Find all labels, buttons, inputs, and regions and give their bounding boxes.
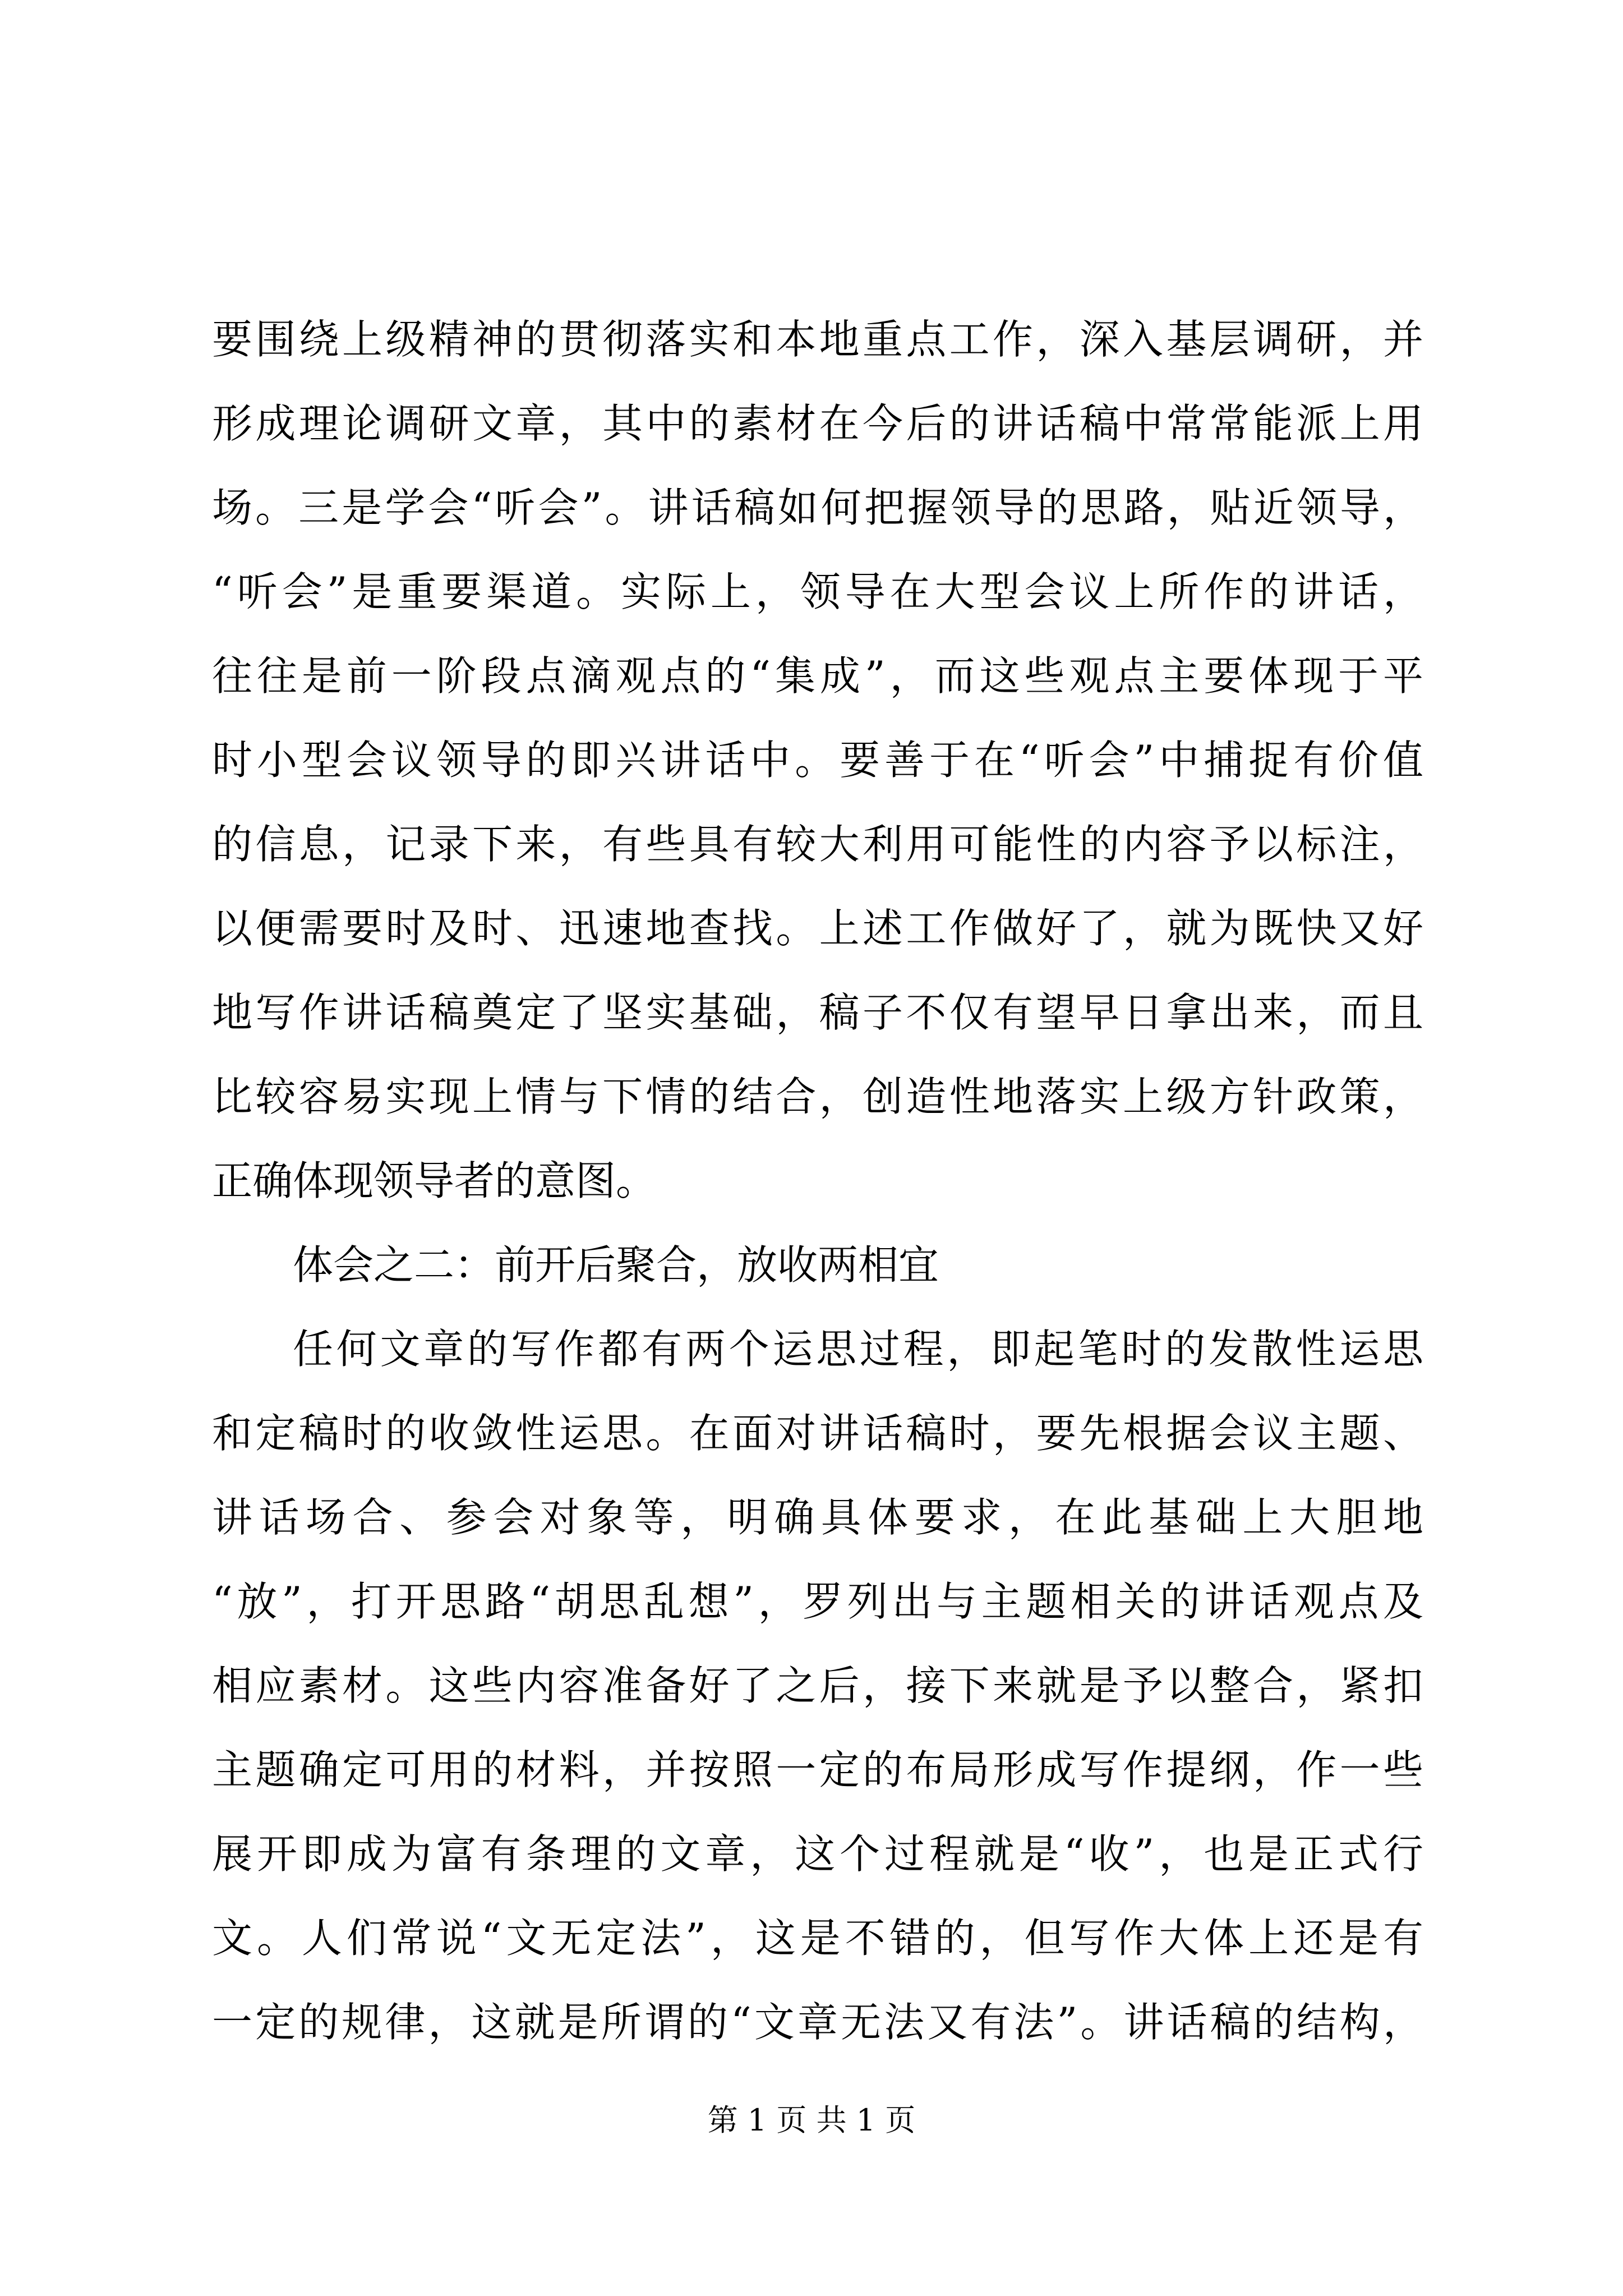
- text-line: 主题确定可用的材料，并按照一定的布局形成写作提纲，作一些: [212, 1746, 1423, 1793]
- text-line: 展开即成为富有条理的文章，这个过程就是“收”，也是正式行: [212, 1830, 1423, 1878]
- text-line: “放”，打开思路“胡思乱想”，罗列出与主题相关的讲话观点及: [212, 1578, 1423, 1625]
- text-line: 比较容易实现上情与下情的结合，创造性地落实上级方针政策，: [212, 1073, 1423, 1120]
- text-line: 要围绕上级精神的贯彻落实和本地重点工作，深入基层调研，并: [212, 316, 1423, 363]
- text-line: 一定的规律，这就是所谓的“文章无法又有法”。讲话稿的结构，: [212, 1999, 1423, 2046]
- text-line: 任何文章的写作都有两个运思过程，即起笔时的发散性运思: [293, 1326, 1423, 1373]
- text-line: 时小型会议领导的即兴讲话中。要善于在“听会”中捕捉有价值: [212, 737, 1423, 784]
- text-line: 以便需要时及时、迅速地查找。上述工作做好了，就为既快又好: [212, 905, 1423, 952]
- text-line: 正确体现领导者的意图。: [212, 1157, 657, 1204]
- page-footer: 第 1 页 共 1 页: [707, 2102, 916, 2138]
- text-line: 相应素材。这些内容准备好了之后，接下来就是予以整合，紧扣: [212, 1662, 1423, 1709]
- text-line: 场。三是学会“听会”。讲话稿如何把握领导的思路，贴近领导，: [212, 484, 1423, 531]
- text-line: 地写作讲话稿奠定了坚实基础，稿子不仅有望早日拿出来，而且: [212, 989, 1423, 1036]
- body-text: [212, 297, 1423, 2064]
- section-heading: 体会之二：前开后聚合，放收两相宜: [293, 1241, 939, 1289]
- text-line: 讲话场合、参会对象等，明确具体要求，在此基础上大胆地: [212, 1494, 1423, 1541]
- text-line: 形成理论调研文章，其中的素材在今后的讲话稿中常常能派上用: [212, 400, 1423, 447]
- text-line: 往往是前一阶段点滴观点的“集成”，而这些观点主要体现于平: [212, 652, 1423, 700]
- text-line: 文。人们常说“文无定法”，这是不错的，但写作大体上还是有: [212, 1915, 1423, 1962]
- text-line: 的信息，记录下来，有些具有较大利用可能性的内容予以标注，: [212, 821, 1423, 868]
- text-line: “听会”是重要渠道。实际上，领导在大型会议上所作的讲话，: [212, 568, 1423, 615]
- text-line: 和定稿时的收敛性运思。在面对讲话稿时，要先根据会议主题、: [212, 1410, 1423, 1457]
